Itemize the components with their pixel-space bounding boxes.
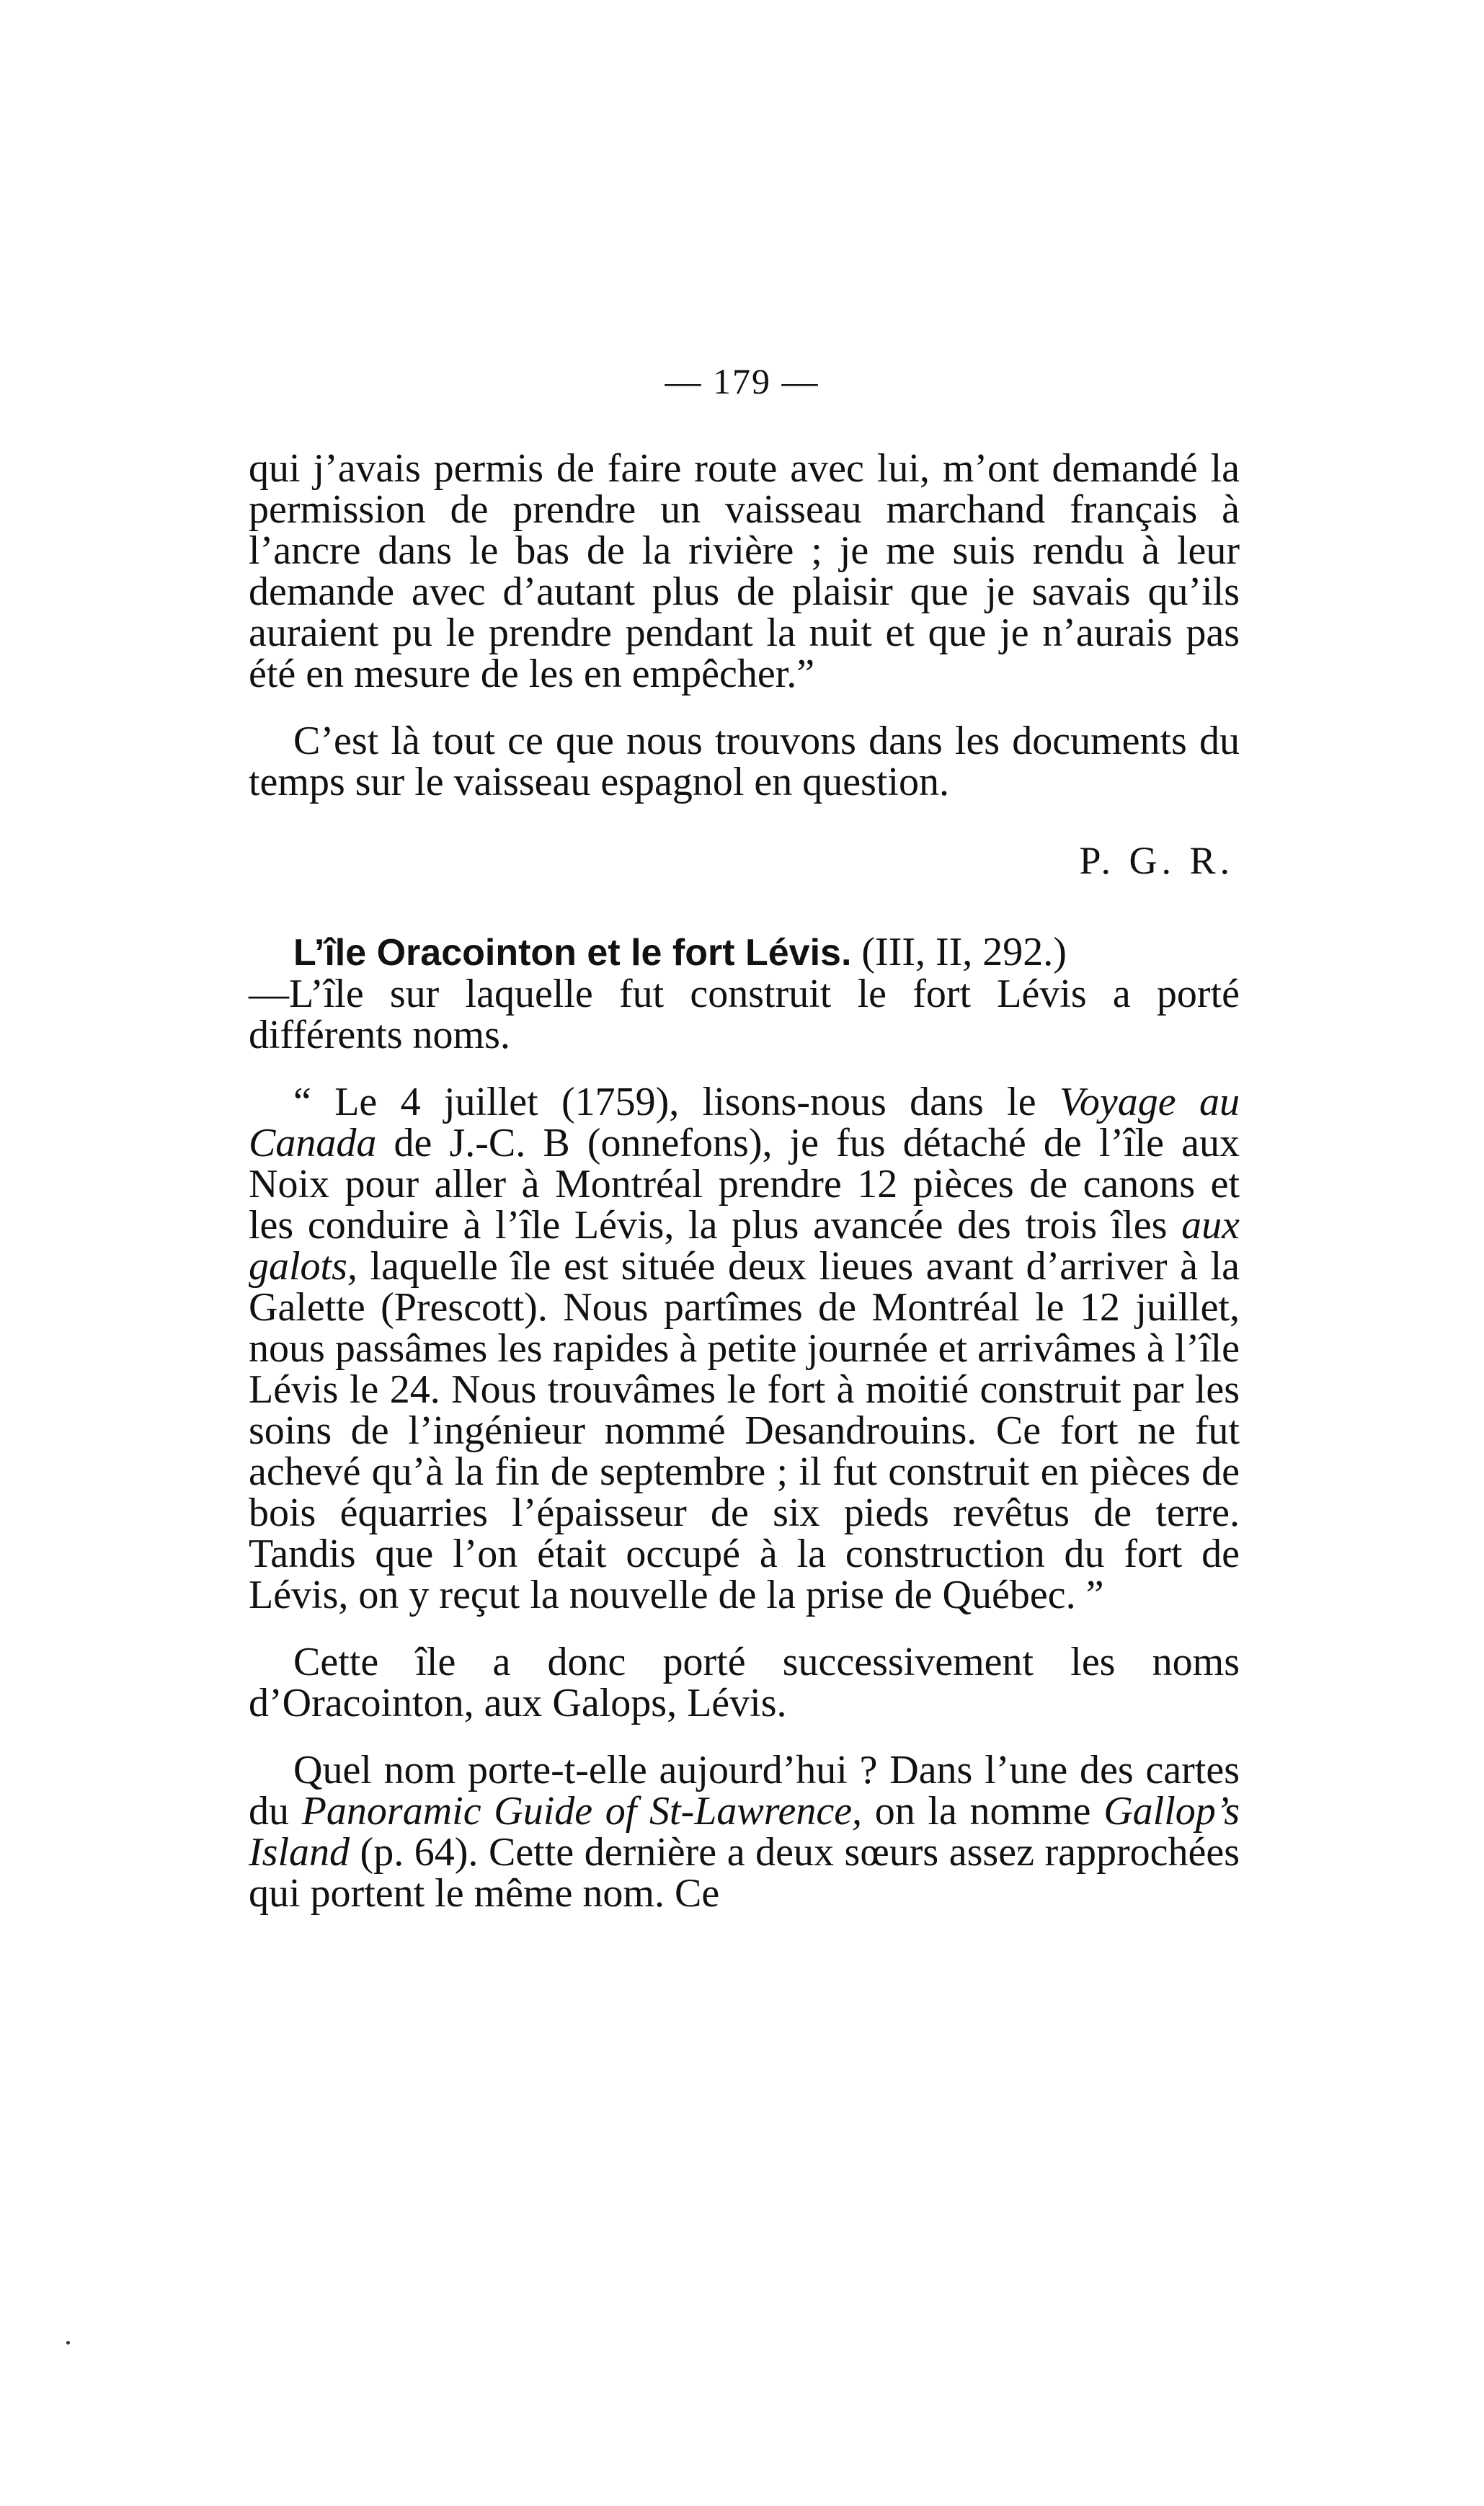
current-name-text-a: Quel nom porte-t-elle aujourd’hui ? Dans l’une des cartes du	[249, 1748, 1240, 1834]
paragraph-letter-ending: qui j’avais permis de faire route avec lui, m’ont demandé la permission de prendre un vaisseau marchand français à l’ancre dans le bas de la rivière ; je me suis rendu à leur demande avec d’autant plus de plaisir que je savais qu’ils auraient pu le prendre pendant la nuit et que je n’aurais pas été en mesure de les en empêcher.”	[249, 446, 1240, 696]
quote-text-a: “ Le 4 juillet (1759), lisons-nous dans le	[293, 1080, 1059, 1124]
article-heading: L’île Oracointon et le fort Lévis.	[293, 932, 852, 974]
aux-galots-italic: aux galots,	[249, 1203, 1240, 1289]
book-title-voyage: Voyage au Canada	[249, 1080, 1240, 1165]
quote-text-b: de J.-C. B (onnefons), je fus détaché de l’île aux Noix pour aller à Montréal prendre 12 pièces de canons et les conduire à l’île Lévis, la plus avancée des trois îles	[249, 1121, 1240, 1248]
author-initials: P. G. R.	[1079, 839, 1234, 882]
quote-text-c: laquelle île est située deux lieues avant d’arriver à la Galette (Prescott). Nous partîmes de Montréal le 12 juillet, nous passâmes les rapides à petite journée et arrivâmes à l’île Lévis le 24. Nous trouvâmes le fort à moitié construit par les soins de l’ingénieur nommé Desandrouins. Ce fort ne fut achevé qu’à la fin de septembre ; il fut construit en pièces de bois équarries l’épaisseur de six pieds revêtus de terre. Tandis que l’on était occupé à la construction du fort de Lévis, on y reçut la nouvelle de la prise de Québec. ”	[249, 1244, 1240, 1617]
guide-title: Panoramic Guide of St-Lawrence,	[301, 1789, 863, 1834]
current-name-text-c: (p. 64). Cette dernière a deux sœurs assez rapprochées qui portent le même nom. Ce	[249, 1830, 1240, 1916]
paragraph-conclusion: C’est là tout ce que nous trouvons dans les documents du temps sur le vaisseau espagnol en question.	[249, 719, 1240, 804]
paragraph-current-name	[249, 1750, 1240, 1914]
page-body	[249, 448, 1240, 1914]
article-paragraph-intro	[249, 932, 1240, 1056]
intro-text: —L’île sur laquelle fut construit le fort Lévis a porté différents noms.	[249, 972, 1240, 1057]
scan-speck	[66, 2341, 70, 2345]
page-number: — 179 —	[665, 361, 819, 401]
paragraph-quotation	[249, 1082, 1240, 1616]
island-name: Gallop’s Island	[249, 1789, 1240, 1875]
article-reference: (III, II, 292.)	[851, 930, 1067, 974]
paragraph-names: Cette île a donc porté successivement les noms d’Oracointon, aux Galops, Lévis.	[249, 1640, 1240, 1725]
current-name-text-b: on la nomme	[862, 1789, 1104, 1834]
